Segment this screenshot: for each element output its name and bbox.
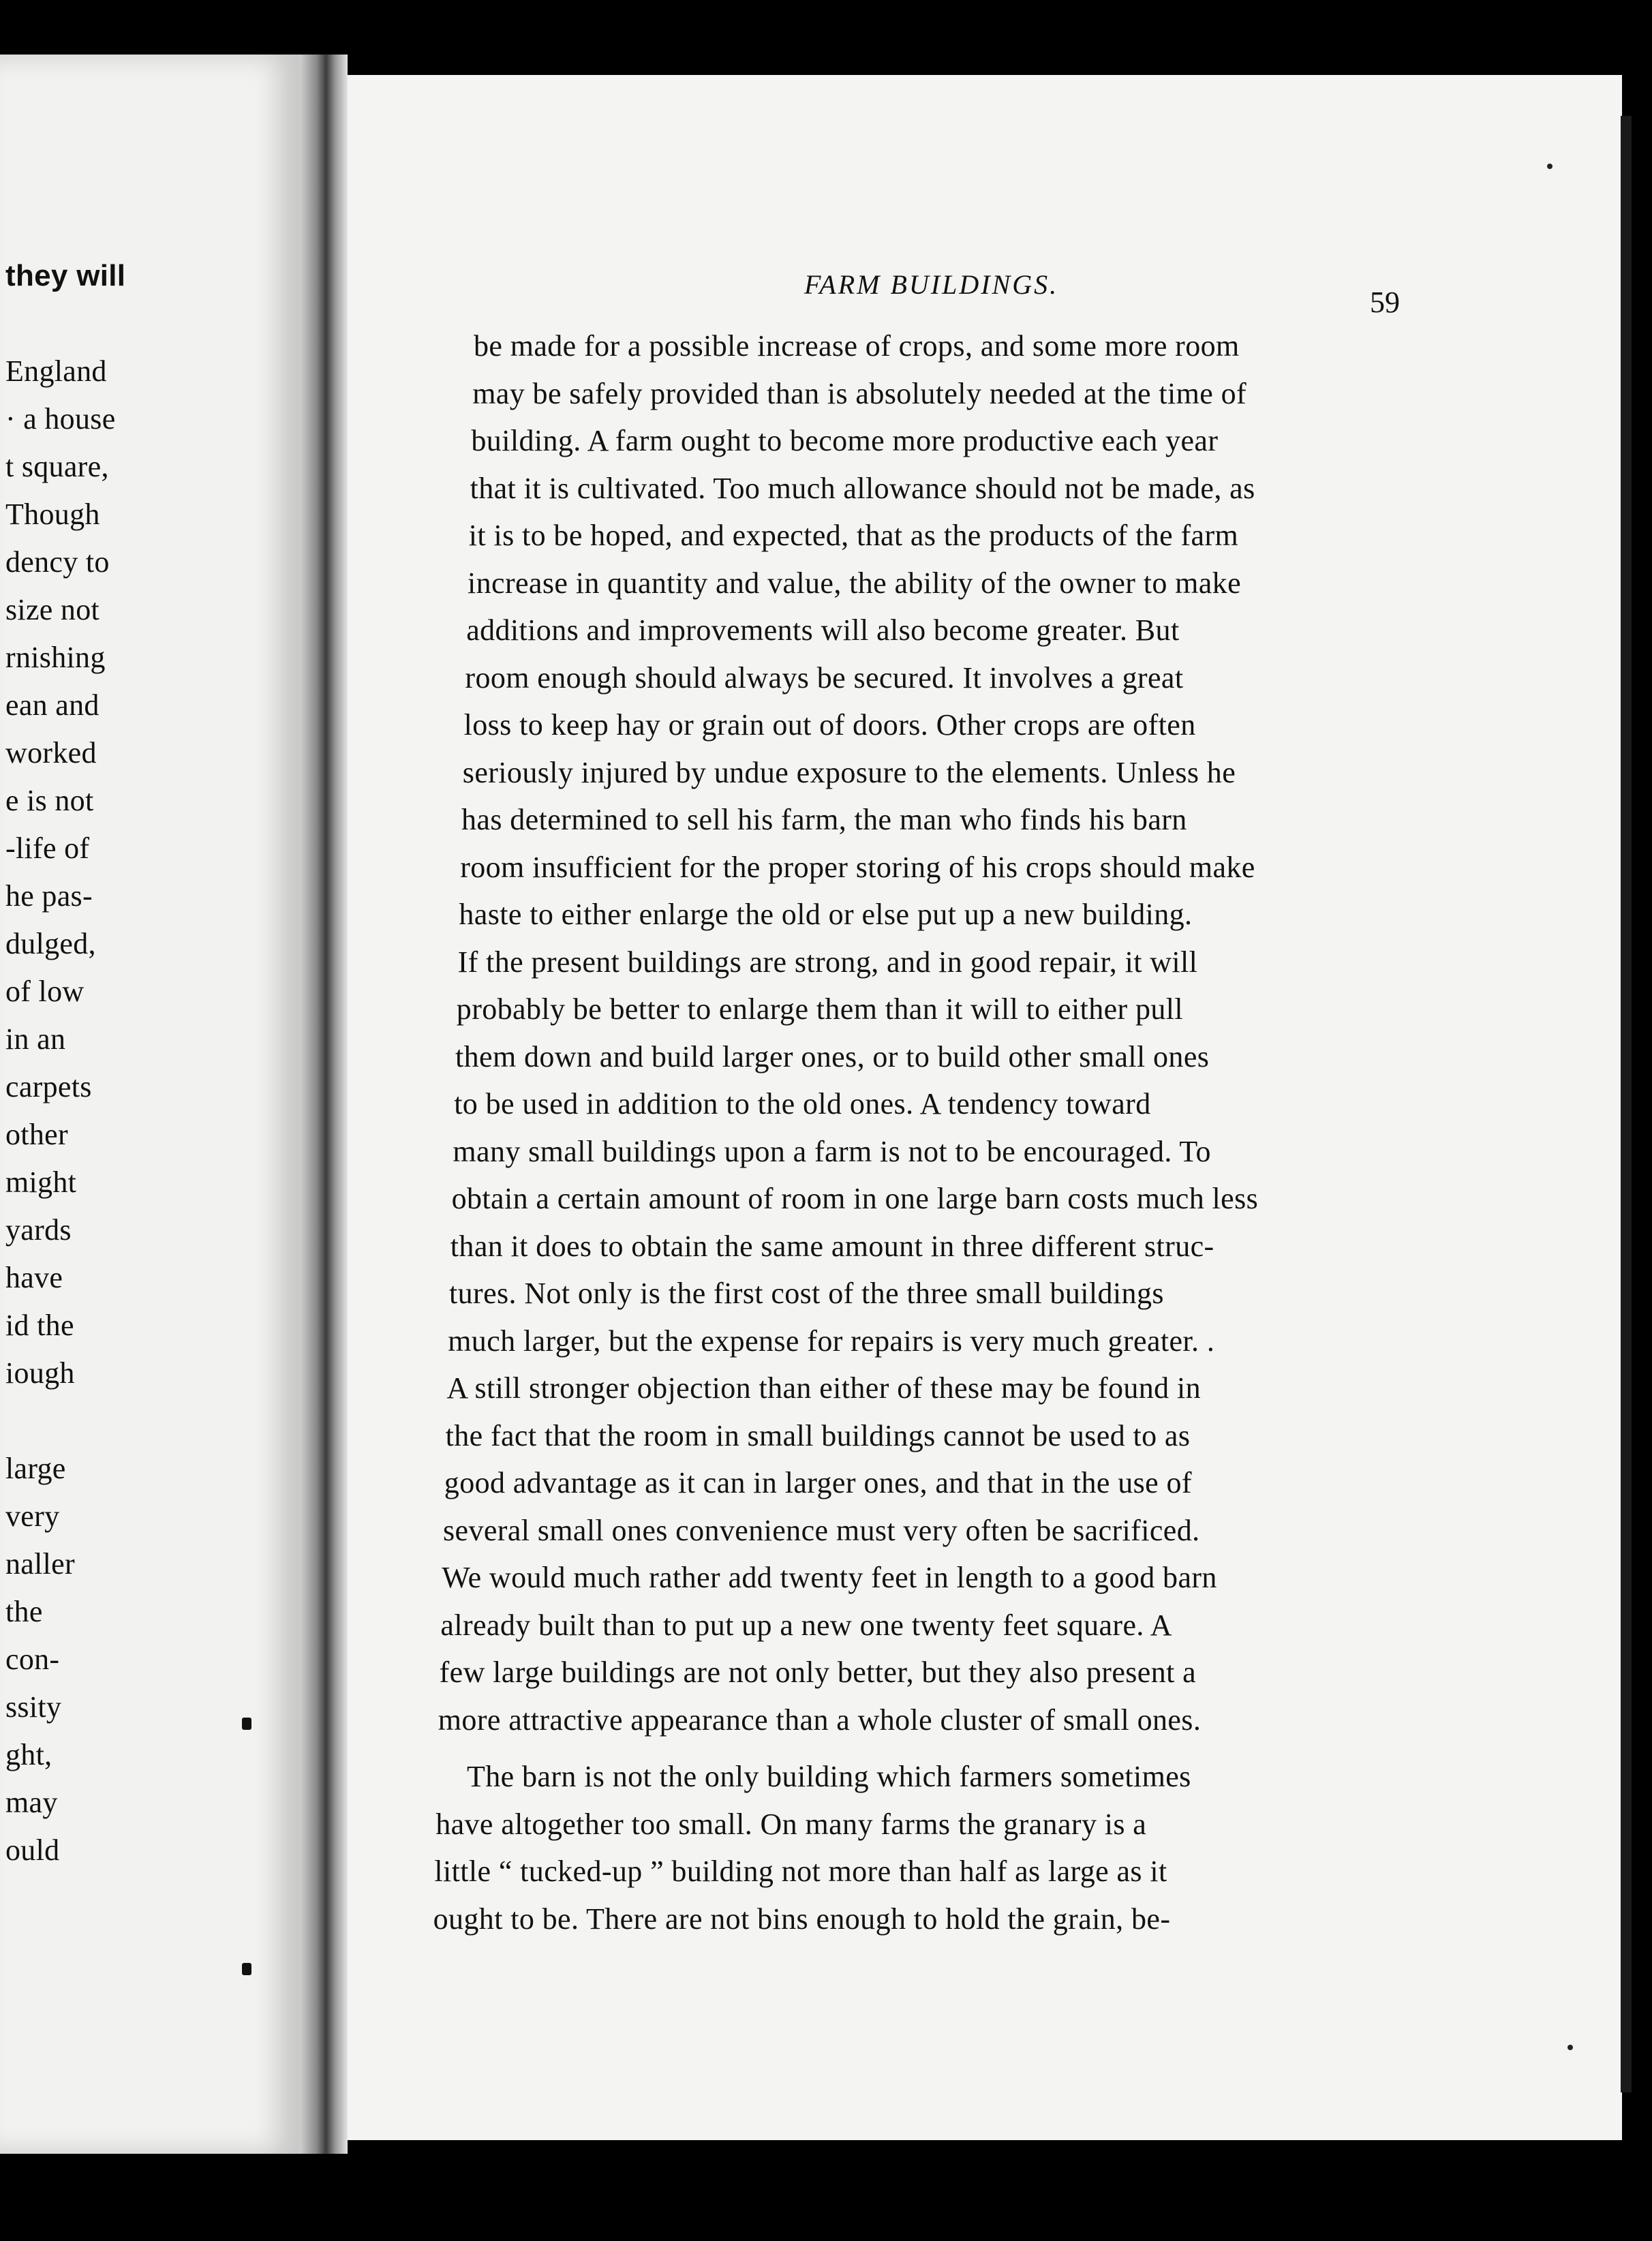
facing-page-line: Though <box>5 498 100 531</box>
facing-page-line: yards <box>5 1213 72 1247</box>
text-line: several small ones convenience must very often be sacrificed. <box>443 1513 1200 1547</box>
text-line: it is to be hoped, and expected, that as the products of the farm <box>468 519 1239 552</box>
facing-page-line: e is not <box>5 784 94 817</box>
text-line: seriously injured by undue exposure to the elements. Unless he <box>462 755 1236 789</box>
facing-page-line: have <box>5 1261 63 1294</box>
text-line: loss to keep hay or grain out of doors. Other crops are often <box>463 708 1196 742</box>
book-gutter <box>300 55 348 2154</box>
text-line: them down and build larger ones, or to build other small ones <box>455 1039 1210 1073</box>
facing-page-line: large <box>5 1452 66 1485</box>
facing-page <box>0 55 300 2154</box>
facing-page-line: ght, <box>5 1738 52 1771</box>
text-line: building. A farm ought to become more productive each year <box>471 424 1219 457</box>
text-line: additions and improvements will also become greater. But <box>466 613 1180 647</box>
text-line: A still stronger objection than either of these may be found in <box>446 1371 1202 1405</box>
text-line: be made for a possible increase of crops, and some more room <box>474 329 1240 363</box>
facing-page-line: · a house <box>5 402 116 436</box>
running-header: FARM BUILDINGS. <box>804 269 1059 300</box>
text-line: increase in quantity and value, the ability of the owner to make <box>468 566 1242 600</box>
facing-page-line: t square, <box>5 450 109 483</box>
facing-page-line: of low <box>5 975 85 1008</box>
text-line: have altogether too small. On many farms the granary is a <box>435 1807 1147 1841</box>
facing-page-line: -life of <box>5 832 90 865</box>
facing-page-line: very <box>5 1499 60 1533</box>
text-line: has determined to sell his farm, the man who finds his barn <box>461 803 1187 836</box>
text-line: good advantage as it can in larger ones, and that in the use of <box>444 1466 1192 1499</box>
page-edge-shadow <box>1621 116 1632 2092</box>
facing-page-line: id the <box>5 1309 74 1342</box>
speck <box>1547 164 1552 169</box>
speck <box>1567 2045 1573 2050</box>
text-line: little “ tucked-up ” building not more than half as large as it <box>434 1855 1167 1888</box>
facing-page-line: England <box>5 354 107 388</box>
text-line: much larger, but the expense for repairs is very much greater. . <box>448 1324 1215 1358</box>
facing-page-line: size not <box>5 593 100 626</box>
facing-page-line: con- <box>5 1643 60 1676</box>
text-line: many small buildings upon a farm is not to be encouraged. To <box>453 1134 1211 1168</box>
facing-page-line: ean and <box>5 688 100 722</box>
facing-page-line: worked <box>5 736 97 769</box>
facing-page-line: might <box>5 1165 77 1199</box>
facing-page-line: in an <box>5 1022 66 1056</box>
text-line: already built than to put up a new one twenty feet square. A <box>440 1608 1172 1642</box>
facing-page-line: iough <box>5 1356 75 1390</box>
text-line: probably be better to enlarge them than it will to either pull <box>456 992 1184 1026</box>
page-number: 59 <box>1370 286 1400 319</box>
facing-page-line: the <box>5 1595 43 1628</box>
facing-page-line: dulged, <box>5 927 96 960</box>
text-line: few large buildings are not only better, but they also present a <box>439 1656 1197 1689</box>
text-line: obtain a certain amount of room in one large barn costs much less <box>451 1182 1259 1215</box>
text-line: room enough should always be secured. It involves a great <box>465 660 1184 695</box>
text-line: may be safely provided than is absolutely needed at the time of <box>472 376 1247 410</box>
facing-page-line: they will <box>5 259 126 292</box>
text-line: to be used in addition to the old ones. A tendency toward <box>454 1087 1151 1120</box>
text-line: more attractive appearance than a whole cluster of small ones. <box>438 1703 1202 1737</box>
text-line: If the present buildings are strong, and in good repair, it will <box>457 945 1198 979</box>
facing-page-line: carpets <box>5 1070 92 1103</box>
facing-page-line: dency to <box>5 545 110 579</box>
facing-page-line: naller <box>5 1547 75 1581</box>
facing-page-line: he pas- <box>5 879 93 913</box>
text-line: room insufficient for the proper storing of his crops should make <box>460 850 1255 884</box>
facing-page-line: ould <box>5 1833 60 1867</box>
facing-page-line: ssity <box>5 1690 62 1724</box>
text-line: the fact that the room in small buildings cannot be used to as <box>445 1418 1191 1452</box>
text-line: that it is cultivated. Too much allowance should not be made, as <box>470 471 1255 505</box>
facing-page-line: rnishing <box>5 641 106 674</box>
text-line: haste to either enlarge the old or else put up a new building. <box>459 898 1193 931</box>
text-line: than it does to obtain the same amount in three different struc- <box>450 1229 1214 1263</box>
facing-page-line: other <box>5 1118 68 1151</box>
text-line: tures. Not only is the first cost of the three small buildings <box>449 1277 1164 1310</box>
text-line: ought to be. There are not bins enough to hold the grain, be- <box>433 1902 1171 1936</box>
text-line: We would much rather add twenty feet in length to a good barn <box>442 1561 1217 1594</box>
gutter-mark <box>242 1963 251 1975</box>
text-line: The barn is not the only building which farmers sometimes <box>467 1760 1191 1793</box>
gutter-mark <box>242 1718 251 1730</box>
facing-page-line: may <box>5 1786 58 1819</box>
